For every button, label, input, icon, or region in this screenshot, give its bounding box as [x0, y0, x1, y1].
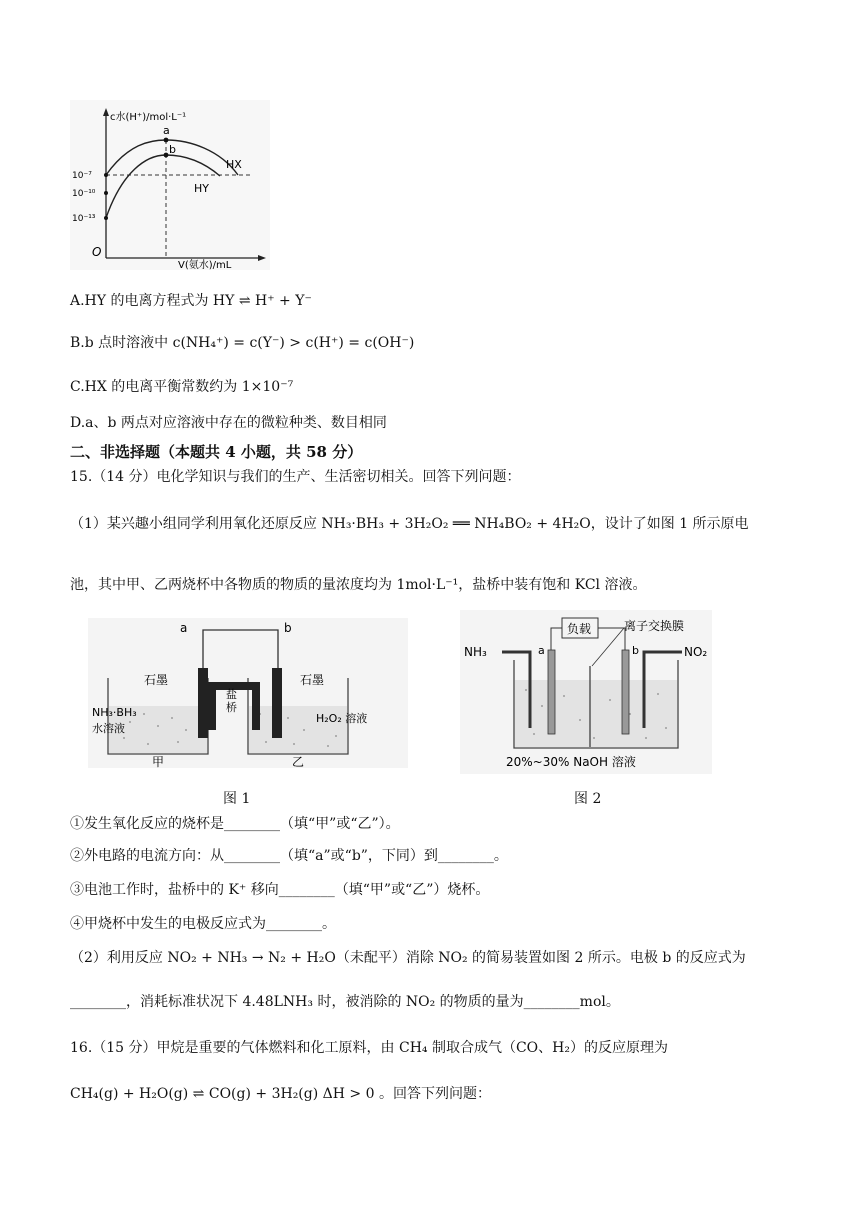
curve-hy-label: HY [194, 182, 209, 195]
option-d: D.a、b 两点对应溶液中存在的微粒种类、数目相同 [70, 415, 387, 431]
point-b-label: b [169, 143, 176, 156]
fig1-a-label: a [180, 621, 188, 635]
figure-1 [88, 618, 408, 768]
fig2-caption: 图 2 [574, 791, 602, 807]
fig2-membrane: 离子交换膜 [624, 619, 685, 633]
q16-line1: 16.（15 分）甲烷是重要的气体燃料和化工原料，由 CH₄ 制取合成气（CO、H₂）的反应原理为 [70, 1040, 668, 1056]
option-a: A.HY 的电离方程式为 HY ⇌ H⁺ + Y⁻ [70, 293, 312, 309]
titration-graph [70, 100, 270, 270]
x-axis-label: V(氨水)/mL [178, 260, 232, 270]
fig2-load: 负载 [567, 622, 592, 636]
option-c: C.HX 的电离平衡常数约为 1×10⁻⁷ [70, 379, 294, 395]
fig2-a-label: a [538, 644, 545, 657]
fig2-nh3: NH₃ [464, 645, 487, 659]
q15-p2-line2: ________，消耗标准状况下 4.48LNH₃ 时，被消除的 NO₂ 的物质的量为________mol。 [70, 994, 620, 1010]
q15-intro: 15.（14 分）电化学知识与我们的生产、生活密切相关。回答下列问题： [70, 469, 521, 485]
fig1-right-solution: H₂O₂ 溶液 [316, 712, 368, 725]
curve-hx-label: HX [226, 158, 242, 171]
option-b: B.b 点时溶液中 c(NH₄⁺) = c(Y⁻) > c(H⁺) = c(OH⁻) [70, 335, 415, 351]
fig1-beaker-left: 甲 [152, 755, 165, 768]
q15-p1-line2: 池，其中甲、乙两烧杯中各物质的物质的量浓度均为 1mol·L⁻¹，盐桥中装有饱和 KCl 溶液。 [70, 577, 647, 593]
fig2-no2: NO₂ [684, 645, 708, 659]
fig1-bridge-2: 桥 [226, 701, 237, 714]
fig1-bridge-1: 盐 [226, 688, 237, 701]
fig1-beaker-right: 乙 [292, 755, 305, 768]
fig1-left-solution-2: 水溶液 [92, 722, 125, 735]
q15-s2: ②外电路的电流方向：从________（填“a”或“b”，下同）到________。 [70, 848, 508, 864]
section-title: 二、非选择题（本题共 4 小题，共 58 分） [70, 443, 363, 461]
origin-label: O [92, 245, 102, 259]
fig1-caption: 图 1 [223, 791, 251, 807]
fig1-b-label: b [284, 621, 292, 635]
q15-s1: ①发生氧化反应的烧杯是________（填“甲”或“乙”）。 [70, 816, 400, 832]
point-a-label: a [163, 124, 170, 137]
fig1-right-electrode: 石墨 [300, 673, 325, 687]
tick-1: 10⁻⁷ [72, 171, 92, 181]
fig2-b-label: b [632, 644, 639, 657]
tick-3: 10⁻¹³ [72, 214, 96, 224]
fig1-left-electrode: 石墨 [144, 673, 169, 687]
figure-2 [460, 610, 712, 774]
tick-2: 10⁻¹⁰ [72, 189, 96, 199]
q15-s3: ③电池工作时，盐桥中的 K⁺ 移向________（填“甲”或“乙”）烧杯。 [70, 882, 490, 898]
fig1-left-solution: NH₃·BH₃ [92, 706, 137, 719]
q15-p1-line1: （1）某兴趣小组同学利用氧化还原反应 NH₃·BH₃ + 3H₂O₂ ══ NH₄BO₂ + 4H₂O，设计了如图 1 所示原电 [70, 516, 749, 532]
q16-line2: CH₄(g) + H₂O(g) ⇌ CO(g) + 3H₂(g) ΔH > 0 。回答下列问题： [70, 1086, 491, 1102]
fig2-solution: 20%~30% NaOH 溶液 [506, 755, 636, 769]
q15-p2-line1: （2）利用反应 NO₂ + NH₃ → N₂ + H₂O（未配平）消除 NO₂ 的简易装置如图 2 所示。电极 b 的反应式为 [70, 950, 746, 966]
y-axis-label: c水(H⁺)/mol·L⁻¹ [110, 112, 187, 123]
q15-s4: ④甲烧杯中发生的电极反应式为________。 [70, 916, 336, 932]
